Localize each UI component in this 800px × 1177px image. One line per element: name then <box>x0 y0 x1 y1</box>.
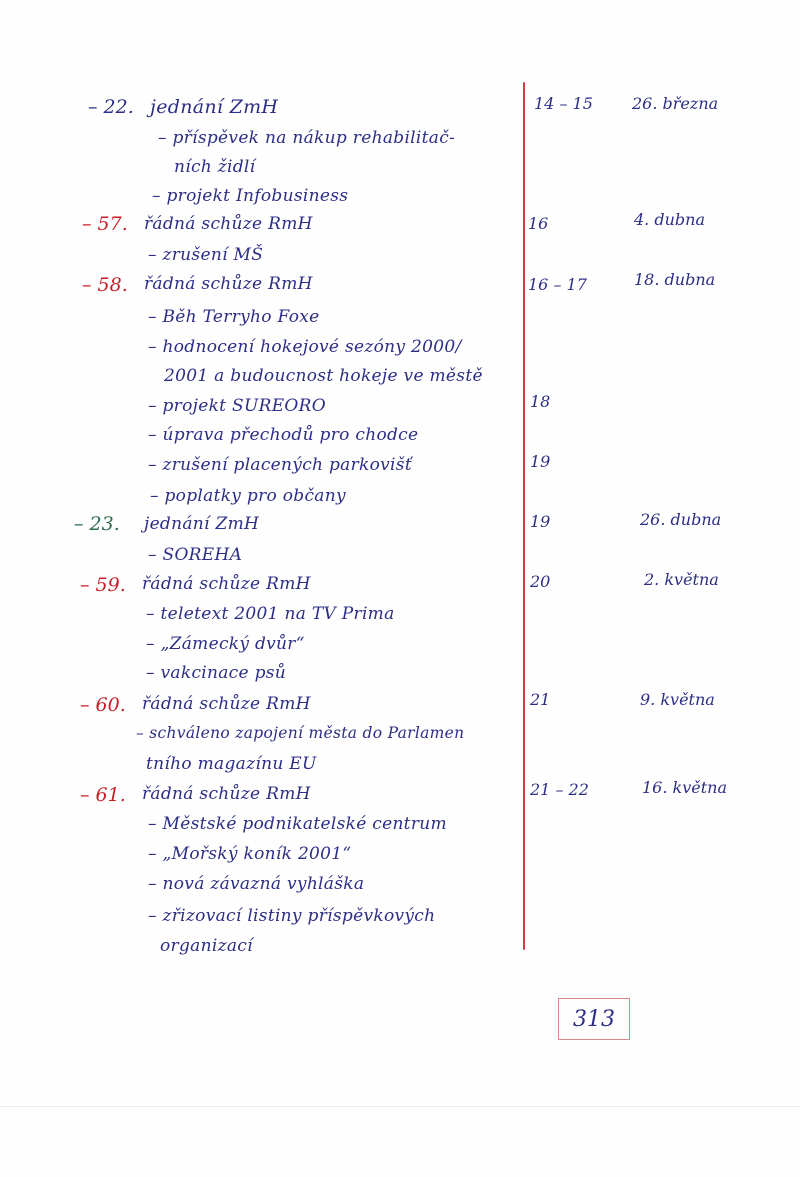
entry-item: – zřizovací listiny příspěvkových <box>148 906 436 926</box>
entry-pages: 16 – 17 <box>528 275 587 294</box>
entry-pages: 20 <box>530 572 551 591</box>
entry-pages: 18 <box>530 392 551 411</box>
entry-item: – schváleno zapojení města do Parlamen <box>136 724 465 742</box>
entry-date: 4. dubna <box>634 210 705 229</box>
entry-pages: 19 <box>530 452 551 471</box>
page-number: 313 <box>573 1006 615 1032</box>
entry-date: 26. března <box>632 94 719 113</box>
entry-date: 2. května <box>644 570 719 589</box>
entry-number: – 61. <box>80 784 126 806</box>
entry-number: – 58. <box>82 274 128 296</box>
entry-title: řádná schůze RmH <box>144 274 313 294</box>
entry-date: 9. května <box>640 690 715 709</box>
entry-title: jednání ZmH <box>144 514 260 534</box>
entry-item: – Městské podnikatelské centrum <box>148 814 447 834</box>
entry-item: – příspěvek na nákup rehabilitač- <box>158 128 456 148</box>
entry-number: – 59. <box>80 574 126 596</box>
scan-edge-divider <box>0 1106 800 1107</box>
entry-number: – 23. <box>74 513 120 535</box>
entry-number: – 57. <box>82 213 128 235</box>
entry-item: 2001 a budoucnost hokeje ve městě <box>164 366 483 386</box>
entry-date: 26. dubna <box>640 510 722 529</box>
entry-item: – SOREHA <box>148 545 243 565</box>
entry-item: – úprava přechodů pro chodce <box>148 425 419 445</box>
entry-item: – projekt Infobusiness <box>152 186 349 206</box>
entry-item: – Běh Terryho Foxe <box>148 307 320 327</box>
entry-title: jednání ZmH <box>150 96 279 118</box>
entry-item: – projekt SUREORO <box>148 396 326 416</box>
entry-number: – 22. <box>88 96 134 118</box>
entry-number: – 60. <box>80 694 126 716</box>
entry-item: – poplatky pro občany <box>150 486 346 506</box>
entry-item: ních židlí <box>174 157 256 177</box>
entry-pages: 21 <box>530 690 551 709</box>
page-number-box <box>558 998 630 1040</box>
entry-date: 18. dubna <box>634 270 716 289</box>
entry-pages: 16 <box>528 214 549 233</box>
entry-item: – nová závazná vyhláška <box>148 874 365 894</box>
entry-date: 16. května <box>642 778 728 797</box>
entry-item: organizací <box>160 936 253 956</box>
entry-title: řádná schůze RmH <box>144 214 313 234</box>
entry-pages: 21 – 22 <box>530 780 589 799</box>
margin-rule <box>523 82 525 950</box>
entry-title: řádná schůze RmH <box>142 574 311 594</box>
entry-pages: 19 <box>530 512 551 531</box>
entry-item: tního magazínu EU <box>146 754 317 774</box>
entry-pages: 14 – 15 <box>534 94 593 113</box>
entry-item: – „Zámecký dvůr“ <box>146 634 305 654</box>
entry-item: – hodnocení hokejové sezóny 2000/ <box>148 337 462 357</box>
entry-title: řádná schůze RmH <box>142 694 311 714</box>
entry-item: – vakcinace psů <box>146 663 287 683</box>
entry-title: řádná schůze RmH <box>142 784 311 804</box>
entry-item: – zrušení placených parkovišť <box>148 455 412 475</box>
entry-item: – teletext 2001 na TV Prima <box>146 604 395 624</box>
entry-item: – zrušení MŠ <box>148 245 264 265</box>
entry-item: – „Mořský koník 2001“ <box>148 844 352 864</box>
